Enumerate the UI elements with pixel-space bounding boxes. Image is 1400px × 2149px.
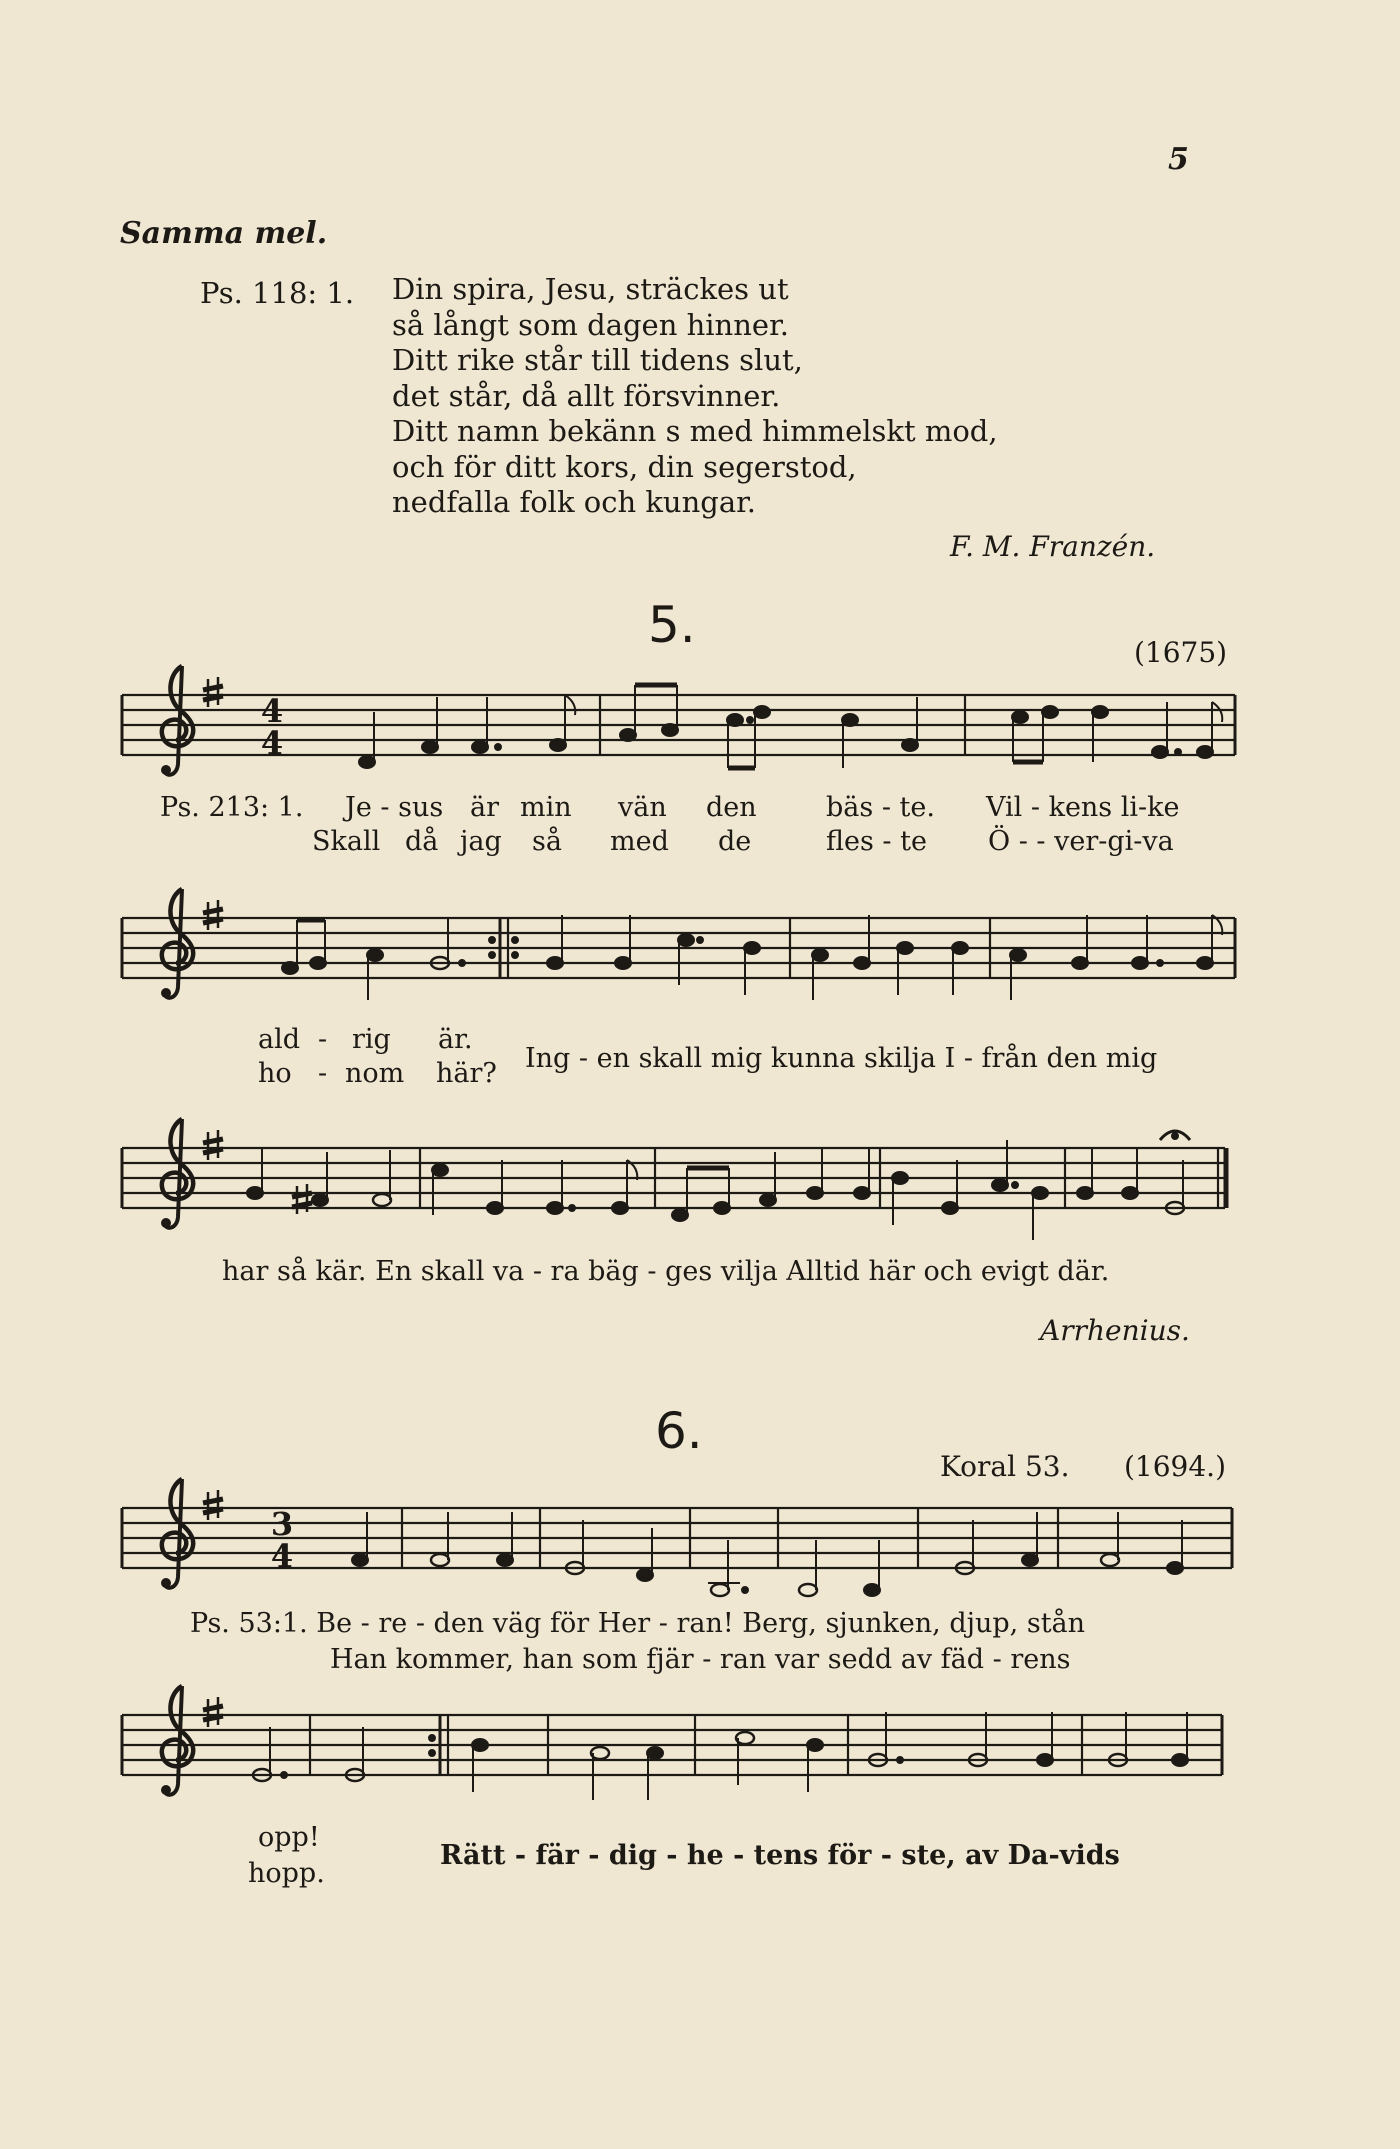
staff-1	[122, 695, 1235, 755]
poem-line: Ditt rike står till tidens slut,	[392, 343, 803, 377]
poem-line: och för ditt kors, din segerstod,	[392, 449, 857, 484]
poem-author: F. M. Franzén.	[950, 530, 1156, 563]
staff-5	[122, 1715, 1222, 1775]
svg-text:3: 3	[270, 1505, 294, 1543]
lyric-syllable: vän	[618, 792, 667, 823]
page-number: 5	[1168, 142, 1189, 177]
hymn-year: (1675)	[1134, 636, 1228, 669]
poem-line: så långt som dagen hinner.	[392, 307, 789, 342]
lyric-syllable: bäs - te.	[826, 792, 935, 823]
lyric-syllable: -	[318, 1024, 328, 1055]
svg-text:4: 4	[260, 692, 284, 730]
hymn-number: 6.	[655, 1402, 703, 1460]
psalm-reference: Ps. 118: 1.	[200, 276, 355, 310]
lyric-syllable: opp!	[258, 1822, 320, 1853]
lyric-syllable: rig	[352, 1024, 391, 1055]
lyric-syllable: här?	[436, 1058, 497, 1089]
poem-line: det står, då allt försvinner.	[392, 378, 781, 413]
lyric-syllable: ho	[258, 1058, 292, 1089]
lyric-line: har så kär. En skall va - ra bäg - ges vilja Alltid här och evigt där.	[222, 1256, 1110, 1287]
lyric-syllable: Vil - kens li-ke	[986, 792, 1180, 823]
poem-line: nedfalla folk och kungar.	[392, 485, 757, 519]
lyric-syllable: jag	[460, 826, 502, 857]
hymn-source: Koral 53.	[940, 1450, 1070, 1483]
svg-text:4: 4	[270, 1537, 294, 1575]
poem-line: Din spira, Jesu, sträckes ut	[392, 272, 789, 306]
lyric-refrain: Ing - en skall mig kunna skilja I - från den mig	[525, 1043, 1158, 1074]
lyric-syllable: hopp.	[248, 1858, 325, 1889]
svg-text:4: 4	[260, 724, 284, 762]
staff-3	[122, 1148, 1226, 1208]
lyric-line: Han kommer, han som fjär - ran var sedd av fäd - rens	[330, 1644, 1071, 1675]
lyric-syllable: är.	[438, 1024, 473, 1055]
lyric-syllable: då	[405, 826, 439, 857]
lyric-syllable: är	[470, 792, 500, 823]
hymn-author: Arrhenius.	[1040, 1314, 1190, 1347]
lyric-syllable: med	[610, 826, 669, 857]
lyric-syllable: ald	[258, 1024, 301, 1055]
lyric-syllable: nom	[345, 1058, 405, 1089]
lyric-syllable: Ps. 213: 1.	[160, 792, 304, 823]
lyric-syllable: Ö - - ver-gi-va	[988, 826, 1174, 857]
poem-line: Ditt namn bekänn s med himmelskt mod,	[392, 414, 998, 448]
lyric-syllable: min	[520, 792, 572, 823]
hymn-number: 5.	[648, 596, 696, 654]
lyric-syllable: så	[532, 826, 562, 857]
hymn-year: (1694.)	[1124, 1450, 1227, 1483]
lyric-line: Ps. 53:1. Be - re - den väg för Her - ran! Berg, sjunken, djup, stån	[190, 1608, 1086, 1639]
lyric-syllable: -	[318, 1058, 328, 1089]
section-heading: Samma mel.	[120, 216, 328, 251]
lyric-syllable: Je - sus	[345, 792, 444, 823]
lyric-syllable: den	[706, 792, 757, 823]
lyric-refrain: Rätt - fär - dig - he - tens för - ste, av Da-vids	[440, 1840, 1120, 1871]
lyric-syllable: Skall	[312, 826, 381, 857]
lyric-syllable: de	[718, 826, 752, 857]
lyric-syllable: fles - te	[826, 826, 927, 857]
